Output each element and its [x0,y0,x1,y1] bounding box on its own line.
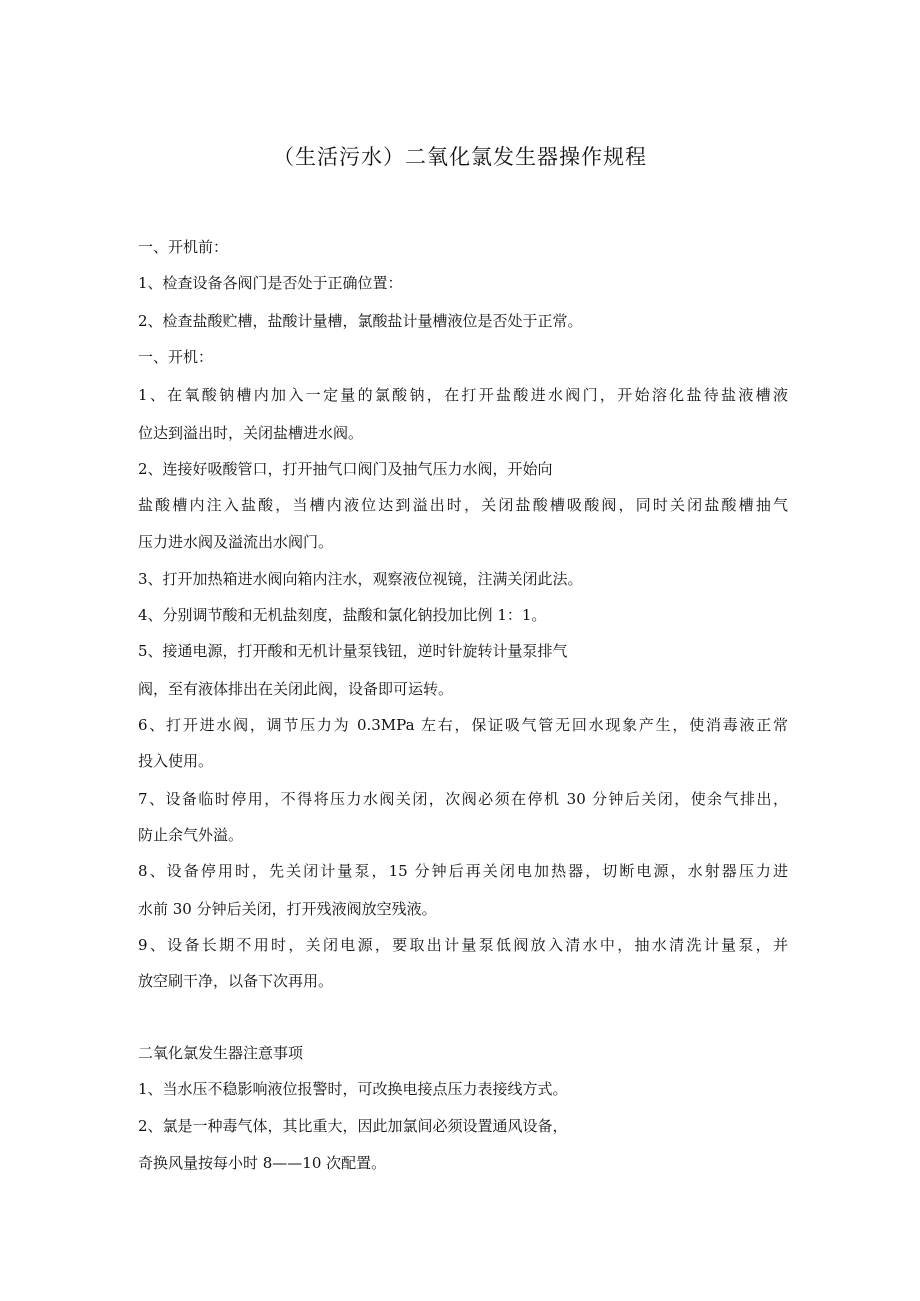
section-heading-before-start: 一、开机前： [138,238,229,256]
text-line: 放空刷干净，以备下次再用。 [138,972,334,990]
text-line: 压力进水阀及溢流出水阀门。 [138,533,334,551]
text-line: 2、检查盐酸贮槽，盐酸计量槽，氯酸盐计量槽液位是否处于正常。 [138,312,583,330]
text-line: 奇换风量按每小时 8——10 次配置。 [138,1154,387,1172]
text-line: 防止余气外溢。 [138,826,244,844]
text-line: 1、当水压不稳影响液位报警时，可改换电接点压力表接线方式。 [138,1080,568,1098]
text-line: 1、检查设备各阀门是否处于正确位置： [138,274,403,292]
text-line: 8、设备停用时，先关闭计量泵，15 分钟后再关闭电加热器，切断电源，水射器压力进 [138,862,788,880]
section-heading-notes: 二氧化氯发生器注意事项 [138,1044,304,1062]
text-line: 水前 30 分钟后关闭，打开残液阀放空残液。 [138,900,437,918]
text-line: 4、分别调节酸和无机盐刻度，盐酸和氯化钠投加比例 1：1。 [138,606,547,624]
text-line: 9、设备长期不用时，关闭电源，要取出计量泵低阀放入清水中，抽水清洗计量泵，并 [138,936,788,954]
text-line: 位达到溢出时，关闭盐槽进水阀。 [138,424,364,442]
text-line: 阀，至有液体排出在关闭此阀，设备即可运转。 [138,680,454,698]
text-line: 7、设备临时停用，不得将压力水阀关闭，次阀必须在停机 30 分钟后关闭，使余气排出， [138,790,788,808]
text-line: 3、打开加热箱进水阀向箱内注水，观察液位视镜，注满关闭此法。 [138,570,583,588]
text-line: 6、打开进水阀，调节压力为 0.3MPa 左右，保证吸气管无回水现象产生，使消毒液正常 [138,716,788,734]
text-line: 盐酸槽内注入盐酸，当槽内液位达到溢出时，关闭盐酸槽吸酸阀，同时关闭盐酸槽抽气 [138,496,788,514]
section-heading-start: 一、开机： [138,348,214,366]
text-line: 2、氯是一种毒气体，其比重大，因此加氯间必须设置通风设备， [138,1117,568,1135]
document-title: （生活污水）二氧化氯发生器操作规程 [273,145,647,169]
text-line: 2、连接好吸酸管口，打开抽气口阀门及抽气压力水阀，开始向 [138,460,553,478]
text-line: 投入使用。 [138,752,214,770]
text-line: 1、在氧酸钠槽内加入一定量的氯酸钠，在打开盐酸进水阀门，开始溶化盐待盐液槽液 [138,386,788,404]
text-line: 5、接通电源，打开酸和无机计量泵钱钮，逆时针旋转计量泵排气 [138,642,568,660]
